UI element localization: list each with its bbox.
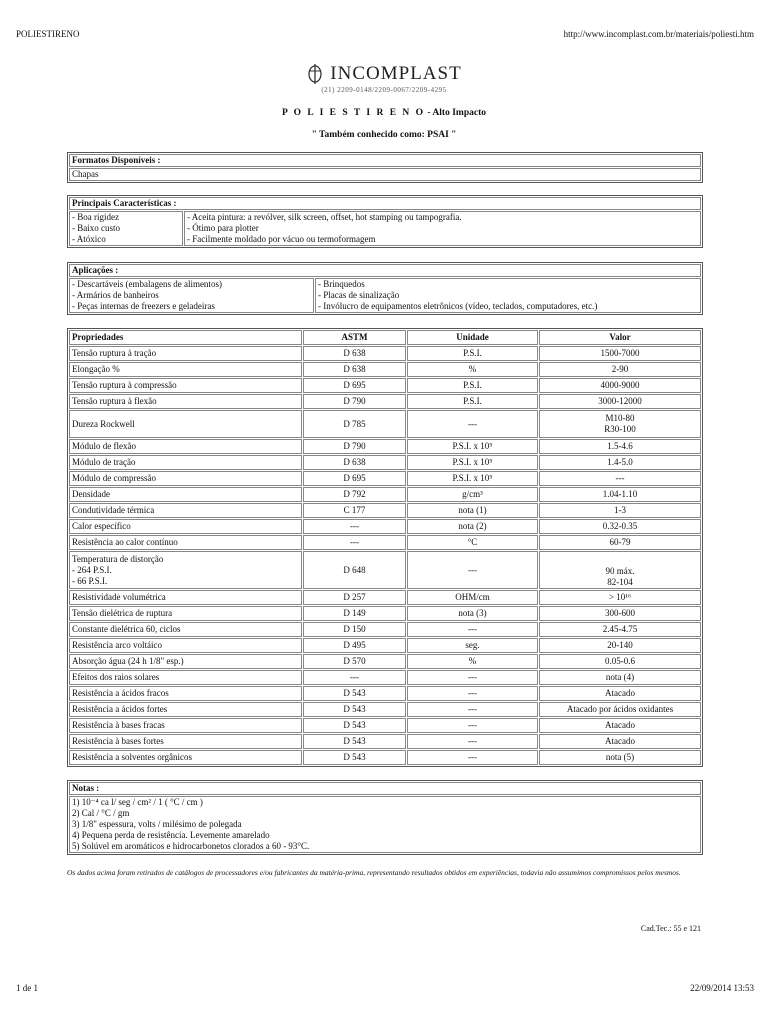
table-row — [69, 471, 701, 486]
value-cell: 90 máx. 82-104 — [539, 551, 701, 589]
astm-code-cell: D 790 — [303, 394, 406, 409]
astm-code-cell: D 570 — [303, 654, 406, 669]
unit-cell: --- — [407, 670, 538, 685]
value-cell: 1.4-5.0 — [539, 455, 701, 470]
page-subtitle: " Também conhecido como: PSAI " — [311, 130, 457, 140]
property-name-cell: Calor específico — [69, 519, 302, 534]
value-cell: 0.05-0.6 — [539, 654, 701, 669]
table-row — [69, 750, 701, 765]
property-name-cell: Resistência a ácidos fracos — [69, 686, 302, 701]
value-cell: 1.5-4.6 — [539, 439, 701, 454]
astm-code-cell: D 257 — [303, 590, 406, 605]
print-header-title: POLIESTIRENO — [16, 29, 80, 39]
astm-code-cell: --- — [303, 519, 406, 534]
unit-cell: --- — [407, 702, 538, 717]
value-cell: 20-140 — [539, 638, 701, 653]
property-name-cell: Resistência à bases fortes — [69, 734, 302, 749]
value-cell: Atacado — [539, 718, 701, 733]
unit-cell: P.S.I. x 10⁵ — [407, 439, 538, 454]
value-cell: nota (5) — [539, 750, 701, 765]
property-name-cell: Módulo de tração — [69, 455, 302, 470]
value-cell: M10-80 R30-100 — [539, 410, 701, 438]
unit-cell: P.S.I. x 10⁵ — [407, 455, 538, 470]
unit-cell: --- — [407, 410, 538, 438]
astm-code-cell: C 177 — [303, 503, 406, 518]
table-row — [69, 702, 701, 717]
property-name-cell: Resistência arco voltáico — [69, 638, 302, 653]
table-row — [69, 439, 701, 454]
astm-code-cell: D 543 — [303, 718, 406, 733]
value-cell: Atacado — [539, 734, 701, 749]
property-name-cell: Tensão ruptura à flexão — [69, 394, 302, 409]
table-row — [69, 394, 701, 409]
astm-code-cell: D 495 — [303, 638, 406, 653]
unit-cell: --- — [407, 750, 538, 765]
table-row — [69, 638, 701, 653]
property-name-cell: Efeitos dos raios solares — [69, 670, 302, 685]
property-name-cell: Módulo de compressão — [69, 471, 302, 486]
caracteristicas-heading: Principais Características : — [69, 197, 701, 210]
astm-code-cell: D 695 — [303, 471, 406, 486]
property-name-cell: Resistividade volumétrica — [69, 590, 302, 605]
property-name-cell: Absorção água (24 h 1/8" esp.) — [69, 654, 302, 669]
value-cell: 0.32-0.35 — [539, 519, 701, 534]
astm-code-cell: D 638 — [303, 346, 406, 361]
company-phone: (21) 2209-0148/2209-0067/2209-4295 — [321, 86, 447, 94]
notas-table — [67, 780, 703, 855]
formatos-table — [67, 152, 703, 183]
table-row — [69, 378, 701, 393]
property-name-cell: Resistência a ácidos fortes — [69, 702, 302, 717]
table-row — [69, 551, 701, 589]
property-name-cell: Resistência à bases fracas — [69, 718, 302, 733]
table-row — [69, 686, 701, 701]
page-title-main: P O L I E S T I R E N O — [281, 108, 426, 118]
aplicacoes-table — [67, 262, 703, 315]
page-count: 1 de 1 — [16, 983, 38, 993]
column-header-propriedades: Propriedades — [69, 330, 302, 345]
value-cell: 1.04-1.10 — [539, 487, 701, 502]
astm-code-cell: D 638 — [303, 455, 406, 470]
company-logo — [0, 62, 768, 94]
unit-cell: --- — [407, 718, 538, 733]
astm-code-cell: D 638 — [303, 362, 406, 377]
value-cell: 2.45-4.75 — [539, 622, 701, 637]
property-name-cell: Constante dielétrica 60, ciclos — [69, 622, 302, 637]
unit-cell: nota (3) — [407, 606, 538, 621]
unit-cell: --- — [407, 622, 538, 637]
unit-cell: --- — [407, 551, 538, 589]
property-name-cell: Resistência ao calor contínuo — [69, 535, 302, 550]
disclaimer: Os dados acima foram retirados de catálogos de processadores e/ou fabricantes da matéria-prima, representando resultados obtidos em experiências, todavia não assumimos compromissos pelos mesmos. — [67, 868, 681, 877]
caracteristicas-right: - Aceita pintura: a revólver, silk screen, offset, hot stamping ou tampografia. - Ótimo para plotter - Facilmente moldado por vácuo ou termoformagem — [184, 211, 701, 246]
column-header-unidade: Unidade — [407, 330, 538, 345]
formatos-item: Chapas — [69, 168, 701, 181]
nota-item: 2) Cal / °C / gm — [72, 808, 130, 818]
unit-cell: nota (1) — [407, 503, 538, 518]
unit-cell: P.S.I. — [407, 346, 538, 361]
unit-cell: --- — [407, 734, 538, 749]
table-row — [69, 670, 701, 685]
value-cell: 1500-7000 — [539, 346, 701, 361]
astm-code-cell: D 543 — [303, 686, 406, 701]
astm-code-cell: D 792 — [303, 487, 406, 502]
value-cell: Atacado por ácidos oxidantes — [539, 702, 701, 717]
page-title-suffix: - Alto Impacto — [425, 108, 486, 118]
unit-cell: % — [407, 362, 538, 377]
astm-code-cell: D 785 — [303, 410, 406, 438]
unit-cell: P.S.I. x 10⁵ — [407, 471, 538, 486]
aplicacoes-heading: Aplicações : — [69, 264, 701, 277]
value-cell: Atacado — [539, 686, 701, 701]
caracteristicas-table — [67, 195, 703, 248]
nota-item: 4) Pequena perda de resistência. Levemente amarelado — [72, 830, 270, 840]
property-name-cell: Módulo de flexão — [69, 439, 302, 454]
incomplast-logo-icon — [306, 62, 324, 86]
aplicacoes-right: - Brinquedos - Placas de sinalização - Invólucro de equipamentos eletrônicos (vídeo, teclados, computadores, etc.) — [315, 278, 701, 313]
table-row — [69, 455, 701, 470]
property-name-cell: Densidade — [69, 487, 302, 502]
notas-list — [69, 796, 701, 853]
unit-cell: nota (2) — [407, 519, 538, 534]
property-name-cell: Temperatura de distorção - 264 P.S.I. - 66 P.S.I. — [69, 551, 302, 589]
astm-code-cell: D 150 — [303, 622, 406, 637]
table-row — [69, 487, 701, 502]
property-name-cell: Tensão ruptura à compressão — [69, 378, 302, 393]
table-row — [69, 519, 701, 534]
table-row — [69, 654, 701, 669]
nota-item: 3) 1/8" espessura, volts / milésimo de polegada — [72, 819, 242, 829]
value-cell: 300-600 — [539, 606, 701, 621]
value-cell: --- — [539, 471, 701, 486]
propriedades-table — [67, 328, 703, 767]
nota-item: 1) 10⁻⁴ ca l/ seg / cm² / 1 ( °C / cm ) — [72, 797, 203, 807]
astm-code-cell: D 149 — [303, 606, 406, 621]
formatos-heading: Formatos Disponíveis : — [69, 154, 701, 167]
table-row — [69, 622, 701, 637]
unit-cell: P.S.I. — [407, 378, 538, 393]
property-name-cell: Dureza Rockwell — [69, 410, 302, 438]
property-name-cell: Tensão ruptura à tração — [69, 346, 302, 361]
table-row — [69, 535, 701, 550]
table-row — [69, 590, 701, 605]
astm-code-cell: D 543 — [303, 702, 406, 717]
astm-code-cell: --- — [303, 535, 406, 550]
unit-cell: seg. — [407, 638, 538, 653]
print-header — [16, 29, 754, 39]
brand-name: INCOMPLAST — [330, 63, 462, 84]
unit-cell: --- — [407, 686, 538, 701]
property-name-cell: Condutividade térmica — [69, 503, 302, 518]
property-name-cell: Tensão dielétrica de ruptura — [69, 606, 302, 621]
astm-code-cell: D 543 — [303, 734, 406, 749]
caracteristicas-left: - Boa rigidez - Baixo custo - Atóxico — [69, 211, 183, 246]
nota-item: 5) Solúvel em aromáticos e hidrocarbonetos clorados a 60 - 93°C. — [72, 841, 310, 851]
astm-code-cell: --- — [303, 670, 406, 685]
print-header-url: http://www.incomplast.com.br/materiais/poliesti.htm — [563, 29, 754, 39]
table-row — [69, 503, 701, 518]
table-row — [69, 362, 701, 377]
unit-cell: OHM/cm — [407, 590, 538, 605]
value-cell: > 10¹⁶ — [539, 590, 701, 605]
table-row — [69, 718, 701, 733]
column-header-valor: Valor — [539, 330, 701, 345]
astm-code-cell: D 695 — [303, 378, 406, 393]
unit-cell: P.S.I. — [407, 394, 538, 409]
value-cell: 4000-9000 — [539, 378, 701, 393]
value-cell: nota (4) — [539, 670, 701, 685]
astm-code-cell: D 543 — [303, 750, 406, 765]
astm-code-cell: D 790 — [303, 439, 406, 454]
notas-heading: Notas : — [69, 782, 701, 795]
value-cell: 3000-12000 — [539, 394, 701, 409]
page-title — [0, 108, 768, 118]
print-timestamp: 22/09/2014 13:53 — [690, 983, 754, 993]
aplicacoes-left: - Descartáveis (embalagens de alimentos) - Armários de banheiros - Peças internas de freezers e geladeiras — [69, 278, 314, 313]
table-row — [69, 410, 701, 438]
unit-cell: °C — [407, 535, 538, 550]
table-row — [69, 606, 701, 621]
catalog-reference: Cad.Tec.: 55 e 121 — [640, 924, 701, 933]
value-cell: 1-3 — [539, 503, 701, 518]
unit-cell: % — [407, 654, 538, 669]
print-footer — [16, 983, 754, 993]
table-row — [69, 346, 701, 361]
property-name-cell: Elongação % — [69, 362, 302, 377]
property-name-cell: Resistência a solventes orgânicos — [69, 750, 302, 765]
value-cell: 2-90 — [539, 362, 701, 377]
value-cell: 60-79 — [539, 535, 701, 550]
column-header-astm: ASTM — [303, 330, 406, 345]
table-row — [69, 734, 701, 749]
unit-cell: g/cm³ — [407, 487, 538, 502]
propriedades-header-row — [69, 330, 701, 345]
astm-code-cell: D 648 — [303, 551, 406, 589]
